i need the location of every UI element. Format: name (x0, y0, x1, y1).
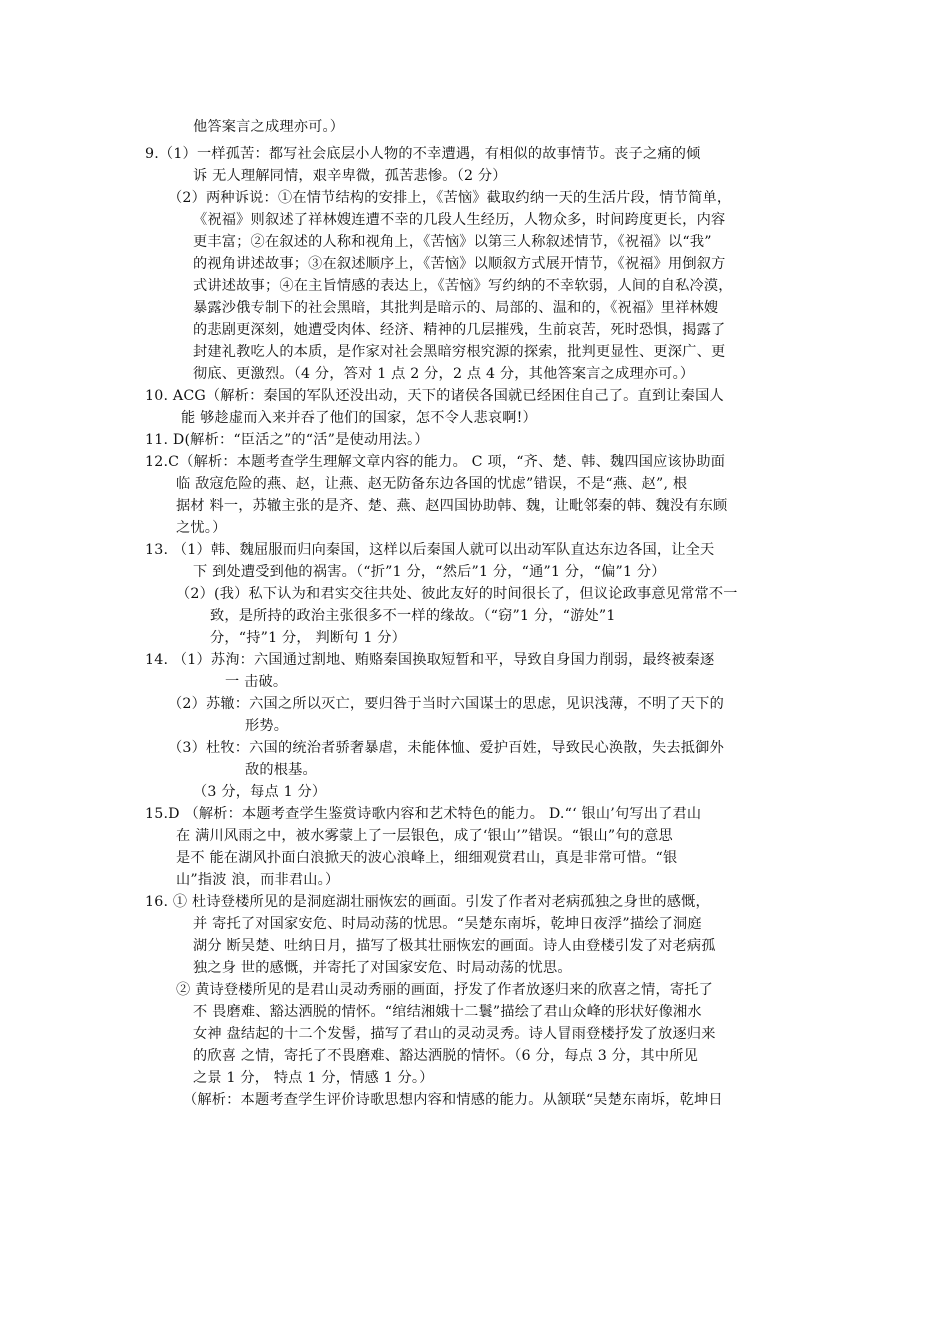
q16-line: ② 黄诗登楼所见的是君山灵动秀丽的画面，抒发了作者放逐归来的欣喜之情，寄托了 (176, 982, 714, 998)
q14-line: （3）杜牧：六国的统治者骄奢暴虐，未能体恤、爱护百姓，导致民心涣散，失去抵御外 (168, 740, 724, 756)
q16-line: 女神 盘结起的十二个发髻，描写了君山的灵动灵秀。诗人冒雨登楼抒发了放逐归来 (193, 1026, 716, 1042)
q16-line: 的欣喜 之情，寄托了不畏磨难、豁达洒脱的情怀。（6 分，每点 3 分，其中所见 (193, 1048, 698, 1064)
q9-line: 的悲剧更深刻，她遭受肉体、经济、精神的几层摧残，生前哀苦，死时恐惧，揭露了 (193, 322, 726, 338)
q12-line: 12.C（解析：本题考查学生理解文章内容的能力。 C 项，“齐、楚、韩、魏四国应该协助面 (145, 454, 726, 470)
q14-line: 敌的根基。 (245, 762, 317, 778)
answer-continuation: 他答案言之成理亦可。） (193, 119, 345, 135)
q14-line: （3 分，每点 1 分） (193, 784, 327, 800)
q14-line: 一 击破。 (225, 674, 288, 690)
q10-line: 10. ACG（解析：秦国的军队还没出动，天下的诸侯各国就已经困住自己了。直到让秦国人 (145, 388, 724, 404)
q9-line: 的视角讲述故事；③在叙述顺序上，《苦恼》以顺叙方式展开情节，《祝福》用倒叙方 (193, 256, 726, 272)
q16-line: 之景 1 分， 特点 1 分，情感 1 分。） (193, 1070, 434, 1086)
q16-line: 16. ① 杜诗登楼所见的是洞庭湖壮丽恢宏的画面。引发了作者对老病孤独之身世的感慨， (145, 894, 710, 910)
q12-line: 之忧。） (176, 520, 227, 536)
q16-line: 不 畏磨难、豁达洒脱的情怀。“绾结湘娥十二鬟”描绘了君山众峰的形状好像湘水 (193, 1004, 702, 1020)
q16-line: （解析：本题考查学生评价诗歌思想内容和情感的能力。从颔联“吴楚东南坼，乾坤日 (183, 1092, 723, 1108)
q13-line: 13. （1）韩、魏屈服而归向秦国，这样以后秦国人就可以出动军队直达东边各国，让全天 (145, 542, 715, 558)
q13-line: 分，“持”1 分， 判断句 1 分） (210, 630, 407, 646)
q9-line: 式讲述故事；④在主旨情感的表达上，《苦恼》写约纳的不幸软弱，人间的自私冷漠， (193, 278, 733, 294)
q12-line: 临 敌寇危险的燕、赵，让燕、赵无防备东边各国的忧虑”错误，不是“燕、赵”, 根 (176, 476, 688, 492)
q13-line: （2）(我）私下认为和君实交往共处、彼此友好的时间很长了，但议论政事意见常常不一 (176, 586, 738, 602)
q16-line: 湖分 断吴楚、吐纳日月，描写了极其壮丽恢宏的画面。诗人由登楼引发了对老病孤 (193, 938, 716, 954)
q15-line: 山”指波 浪，而非君山。） (176, 872, 340, 888)
q9-line: 彻底、更激烈。（4 分，答对 1 点 2 分，2 点 4 分，其他答案言之成理亦可。） (193, 366, 695, 382)
q9-line: 更丰富；②在叙述的人称和视角上，《苦恼》以第三人称叙述情节，《祝福》以“我” (193, 234, 712, 250)
q10-line: 能 够趁虚而入来并吞了他们的国家，怎不令人悲哀啊!） (181, 410, 537, 426)
q9-line: 诉 无人理解同情，艰辛卑微，孤苦悲惨。（2 分） (193, 168, 507, 184)
q14-line: （2）苏辙：六国之所以灭亡，要归咎于当时六国谋士的思虑，见识浅薄，不明了天下的 (168, 696, 724, 712)
q11-line: 11. D(解析：“臣活之”的“活”是使动用法。） (145, 432, 429, 448)
q13-line: 致，是所持的政治主张很多不一样的缘故。（“窃”1 分，“游处”1 (210, 608, 616, 624)
q16-line: 独之身 世的感慨，并寄托了对国家安危、时局动荡的忧思。 (193, 960, 572, 976)
q13-line: 下 到处遭受到他的祸害。（“折”1 分，“然后”1 分，“通”1 分，“偏”1 分） (193, 564, 666, 580)
q15-line: 在 满川风雨之中，被水雾蒙上了一层银色，成了‘银山’”错误。“银山”句的意思 (176, 828, 673, 844)
q16-line: 并 寄托了对国家安危、时局动荡的忧思。“吴楚东南坼，乾坤日夜浮”描绘了洞庭 (193, 916, 702, 932)
q15-line: 是不 能在湖风扑面白浪掀天的波心浪峰上，细细观赏君山，真是非常可惜。“银 (176, 850, 678, 866)
q14-line: 14. （1）苏洵：六国通过割地、贿赂秦国换取短暂和平，导致自身国力削弱，最终被秦逐 (145, 652, 715, 668)
q12-line: 据材 料一，苏辙主张的是齐、楚、燕、赵四国协助韩、魏，让毗邻秦的韩、魏没有东顾 (176, 498, 728, 514)
q9-line: 《祝福》则叙述了祥林嫂连遭不幸的几段人生经历，人物众多，时间跨度更长，内容 (193, 212, 726, 228)
q9-line: 9.（1）一样孤苦：都写社会底层小人物的不幸遭遇，有相似的故事情节。丧子之痛的倾 (145, 146, 701, 162)
q9-line: （2）两种诉说：①在情节结构的安排上，《苦恼》截取约纳一天的生活片段，情节简单， (168, 190, 732, 206)
q9-line: 暴露沙俄专制下的社会黑暗，其批判是暗示的、局部的、温和的，《祝福》里祥林嫂 (193, 300, 719, 316)
q9-line: 封建礼教吃人的本质，是作家对社会黑暗穷根究源的探索，批判更显性、更深广、更 (193, 344, 726, 360)
q14-line: 形势。 (245, 718, 289, 734)
q15-line: 15.D （解析：本题考查学生鉴赏诗歌内容和艺术特色的能力。 D.“‘ 银山’句写出了君山 (145, 806, 702, 822)
